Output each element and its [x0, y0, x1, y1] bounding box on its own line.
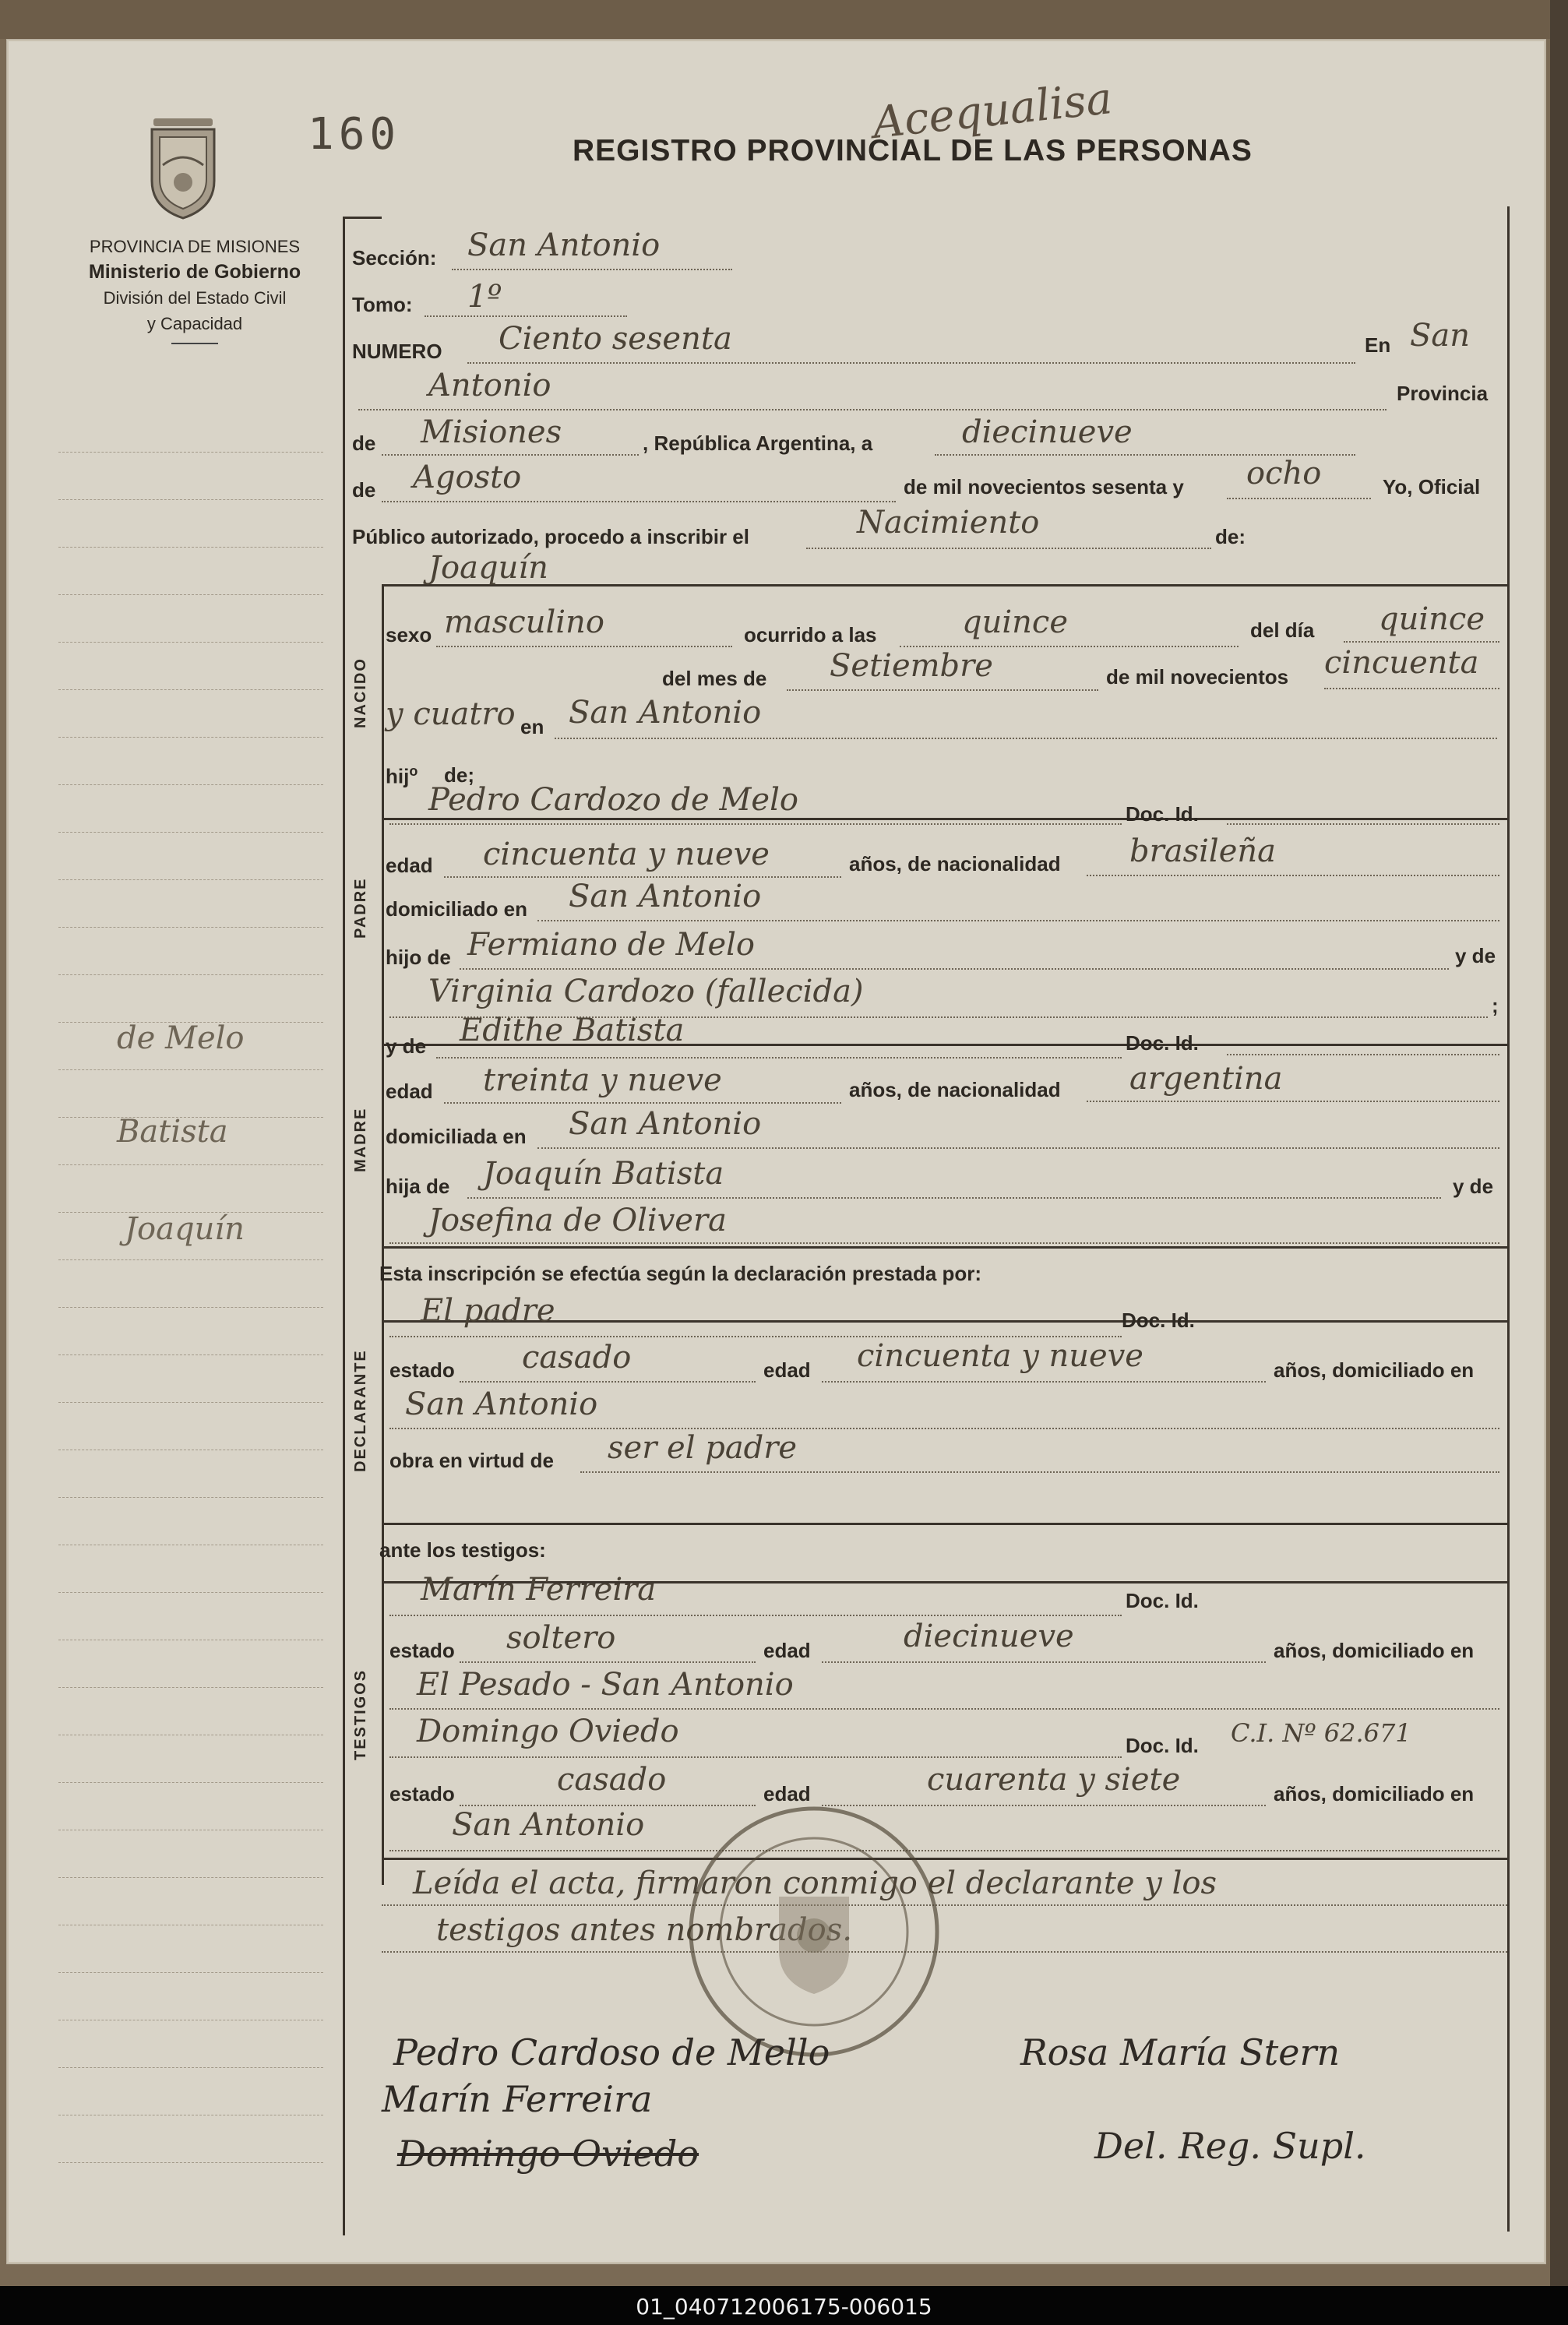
margin-ruled-lines: [58, 405, 323, 2163]
testigo-1-edad-label: edad: [763, 1639, 811, 1662]
declarante-domic-value: San Antonio: [405, 1386, 598, 1422]
declarante-edad-label: edad: [763, 1358, 811, 1382]
testigo-1-domic: El Pesado - San Antonio: [417, 1667, 794, 1703]
padre-padre-value: Fermiano de Melo: [467, 927, 755, 963]
de-label-2: de: [352, 478, 376, 502]
closing-line-1: [382, 1904, 1507, 1906]
declarante-estado-label: estado: [389, 1358, 455, 1382]
madre-domic-line: [537, 1147, 1499, 1149]
padre-domic-value: San Antonio: [569, 879, 762, 914]
margin-note-2: Batista: [117, 1114, 228, 1150]
tomo-label: Tomo:: [352, 293, 413, 316]
localidad-line: [358, 409, 1387, 410]
del-mes-label: del mes de: [662, 667, 767, 690]
signature-oficial: Rosa María Stern: [1020, 2031, 1341, 2073]
madre-edad-label: edad: [386, 1080, 433, 1103]
side-label-testigos: TESTIGOS: [352, 1668, 369, 1760]
declarante-estado-line: [460, 1381, 756, 1383]
publico-label: Público autorizado, procedo a inscribir el: [352, 525, 749, 548]
padre-nombre-line: [389, 823, 1122, 825]
numero-line: [467, 362, 1355, 364]
ocurrido-label: ocurrido a las: [744, 623, 877, 646]
page-number: 160: [308, 109, 401, 160]
madre-madre-value: Josefina de Olivera: [428, 1203, 727, 1238]
seccion-line: [452, 269, 732, 270]
de-label: de: [352, 432, 376, 455]
nombre-inscripto: Joaquín: [428, 550, 548, 586]
declarante-edad-line: [822, 1381, 1266, 1383]
mes-nac-line: [787, 689, 1098, 691]
mes-value: Agosto: [413, 460, 522, 495]
del-dia-label: del día: [1250, 618, 1315, 642]
declarante-obra-label: obra en virtud de: [389, 1449, 554, 1472]
testigo-2-anios-label: años, domiciliado en: [1274, 1782, 1475, 1805]
anio-nac-value: cincuenta: [1324, 645, 1479, 681]
seccion-value: San Antonio: [467, 227, 661, 263]
testigo-1-estado: soltero: [506, 1620, 616, 1656]
declarante-estado-value: casado: [522, 1340, 632, 1376]
testigo-2-domic: San Antonio: [452, 1807, 645, 1843]
madre-nac-label: años, de nacionalidad: [849, 1078, 1061, 1101]
testigo-1-domic-line: [389, 1708, 1499, 1710]
hora-value: quince: [962, 604, 1068, 640]
testigo-2-nombre: Domingo Oviedo: [417, 1714, 679, 1749]
institution-line-2: Ministerio de Gobierno: [88, 261, 301, 283]
section-divider: [382, 584, 384, 1885]
provincia-label: Provincia: [1397, 382, 1489, 405]
institution-line-4: y Capacidad: [146, 314, 243, 333]
lugar-nac-value: San Antonio: [569, 695, 762, 731]
official-stamp-icon: [685, 1803, 943, 2060]
signature-testigo-1: Marín Ferreira: [382, 2078, 653, 2120]
testigo-1-estado-label: estado: [389, 1639, 455, 1662]
declarante-doc-label: Doc. Id.: [1122, 1309, 1195, 1332]
declarante-edad-value: cincuenta y nueve: [857, 1338, 1143, 1374]
madre-hija-de-label: hija de: [386, 1175, 450, 1198]
madre-doc-line: [1227, 1054, 1499, 1055]
margin-divider: [343, 218, 345, 2235]
padre-madre-value: Virginia Cardozo (fallecida): [428, 974, 864, 1009]
side-label-padre: PADRE: [352, 877, 369, 939]
signature-testigo-2: Domingo Oviedo: [397, 2133, 699, 2175]
testigo-1-estado-line: [460, 1661, 756, 1663]
padre-semicolon: ;: [1492, 994, 1499, 1017]
en-value: San: [1410, 318, 1471, 354]
padre-top-rule: [382, 818, 1507, 820]
padre-y-de-label: y de: [1455, 944, 1496, 967]
padre-edad-line: [444, 876, 841, 878]
sexo-line: [436, 646, 732, 647]
testigo-2-doc-value: C.I. Nº 62.671: [1231, 1718, 1411, 1748]
side-label-nacido: NACIDO: [352, 657, 369, 728]
closing-text-2: testigos antes nombrados.: [436, 1912, 852, 1948]
mil-label: de mil novecientos sesenta y: [904, 475, 1184, 498]
top-rule: [343, 217, 382, 219]
madre-nac-line: [1087, 1101, 1499, 1102]
en-value-2: Antonio: [428, 368, 551, 403]
institution-line-3: División del Estado Civil: [103, 288, 287, 308]
numero-value: Ciento sesenta: [499, 321, 732, 357]
padre-doc-line: [1227, 823, 1499, 825]
top-handwritten-scribble: Acequalisa: [870, 73, 1115, 149]
padre-nombre: Pedro Cardozo de Melo: [428, 782, 798, 818]
testigo-1-edad-line: [822, 1661, 1266, 1663]
signature-padre: Pedro Cardoso de Mello: [393, 2031, 830, 2073]
declarante-nombre-line: [389, 1336, 1122, 1337]
side-label-declarante: DECLARANTE: [352, 1349, 369, 1472]
dia-nac-line: [1344, 641, 1499, 643]
seccion-label: Sección:: [352, 246, 437, 269]
de-colon-label: de:: [1215, 525, 1246, 548]
hora-line: [900, 646, 1239, 647]
padre-edad-label: edad: [386, 854, 433, 877]
padre-domic-label: domiciliado en: [386, 897, 528, 921]
testigo-2-edad-label: edad: [763, 1782, 811, 1805]
margin-note-1: de Melo: [117, 1020, 245, 1056]
acto-value: Nacimiento: [857, 505, 1040, 541]
testigo-1-nombre-line: [389, 1615, 1122, 1616]
tomo-value: 1º: [467, 279, 502, 315]
side-label-madre: MADRE: [352, 1107, 369, 1172]
closing-line-2: [382, 1951, 1507, 1953]
dia-value: diecinueve: [962, 414, 1133, 450]
numero-label: NUMERO: [352, 340, 442, 363]
padre-edad-value: cincuenta y nueve: [483, 837, 770, 872]
declarante-obra-value: ser el padre: [608, 1430, 798, 1466]
coat-of-arms-icon: [144, 118, 222, 220]
file-identifier: 01_040712006175-006015: [636, 2294, 932, 2320]
testigo-2-edad: cuarenta y siete: [927, 1762, 1181, 1798]
madre-doc-label: Doc. Id.: [1126, 1031, 1199, 1055]
padre-nac-label: años, de nacionalidad: [849, 852, 1061, 875]
tomo-line: [425, 315, 627, 317]
testigo-2-estado: casado: [557, 1762, 667, 1798]
institution-line-1: PROVINCIA DE MISIONES: [89, 237, 301, 256]
testigo-1-doc-label: Doc. Id.: [1126, 1589, 1199, 1612]
testigos-bottom-rule: [382, 1858, 1507, 1860]
padre-nac-line: [1087, 875, 1499, 876]
scan-right-edge: [1550, 0, 1568, 2325]
testigo-1-edad: diecinueve: [904, 1619, 1074, 1654]
signature-oficial-title: Del. Reg. Supl.: [1094, 2125, 1366, 2167]
declarante-nombre: El padre: [421, 1293, 555, 1329]
padre-doc-label: Doc. Id.: [1126, 802, 1199, 826]
closing-text-1: Leída el acta, firmaron conmigo el declarante y los: [413, 1865, 1217, 1901]
anio-line: [1227, 498, 1371, 499]
mes-line: [382, 501, 896, 502]
oficial-label: Yo, Oficial: [1383, 475, 1481, 498]
declarante-bottom-rule: [382, 1523, 1507, 1525]
madre-nac-value: argentina: [1129, 1061, 1283, 1097]
sexo-value: masculino: [444, 604, 604, 640]
testigos-intro: ante los testigos:: [379, 1538, 546, 1562]
declarante-anios-label: años, domiciliado en: [1274, 1358, 1475, 1382]
republica-label: , República Argentina, a: [643, 432, 873, 455]
lugar-nac-line: [555, 738, 1497, 739]
padre-nac-value: brasileña: [1129, 833, 1276, 869]
testigo-2-domic-line: [389, 1850, 1499, 1851]
provincia-value: Misiones: [421, 414, 562, 450]
madre-domic-label: domiciliada en: [386, 1125, 527, 1148]
en-nac-label: en: [520, 715, 544, 738]
testigo-1-nombre: Marín Ferreira: [421, 1572, 657, 1608]
acto-line: [806, 548, 1211, 549]
anio-nac-value-2: y cuatro: [386, 696, 516, 732]
institution-rule: [171, 343, 218, 344]
madre-padre-line: [467, 1197, 1441, 1199]
padre-hijo-de-label: hijo de: [386, 946, 451, 969]
dia-nac-value: quince: [1379, 601, 1485, 637]
hijo-label: hij$^o$: [386, 763, 418, 788]
scan-top-edge: [0, 0, 1568, 39]
madre-nombre: Edithe Batista: [460, 1013, 685, 1048]
right-border: [1507, 206, 1510, 2232]
provincia-line: [382, 454, 639, 456]
declarante-intro: Esta inscripción se efectúa según la declaración prestada por:: [379, 1262, 982, 1285]
madre-y-de-label: y de: [386, 1034, 427, 1058]
anio-value: ocho: [1246, 456, 1322, 491]
declarante-domic-line: [389, 1428, 1499, 1429]
register-title: REGISTRO PROVINCIAL DE LAS PERSONAS: [573, 134, 1253, 167]
madre-y-de-label-2: y de: [1453, 1175, 1494, 1198]
de-nac-label: de;: [444, 763, 474, 787]
testigo-2-nombre-line: [389, 1756, 1122, 1758]
madre-domic-value: San Antonio: [569, 1106, 762, 1142]
testigo-2-estado-label: estado: [389, 1782, 455, 1805]
padre-padre-line: [460, 968, 1449, 970]
declarante-obra-line: [580, 1471, 1499, 1473]
en-label: En: [1365, 333, 1391, 357]
madre-nombre-line: [436, 1057, 1122, 1059]
institution-block: [47, 234, 343, 344]
testigo-2-doc-label: Doc. Id.: [1126, 1734, 1199, 1757]
madre-bottom-rule: [382, 1246, 1507, 1249]
anio-nac-line: [1324, 688, 1499, 689]
madre-padre-value: Joaquín Batista: [483, 1156, 724, 1192]
sexo-label: sexo: [386, 623, 432, 646]
madre-edad-line: [444, 1102, 841, 1104]
testigo-1-anios-label: años, domiciliado en: [1274, 1639, 1475, 1662]
madre-madre-line: [389, 1242, 1499, 1244]
mes-nac-value: Setiembre: [830, 648, 993, 684]
margin-note-3: Joaquín: [125, 1211, 245, 1247]
nacido-top-rule: [382, 584, 1507, 587]
padre-domic-line: [537, 920, 1499, 921]
mil-nac-label: de mil novecientos: [1106, 665, 1289, 689]
madre-edad-value: treinta y nueve: [483, 1062, 722, 1098]
